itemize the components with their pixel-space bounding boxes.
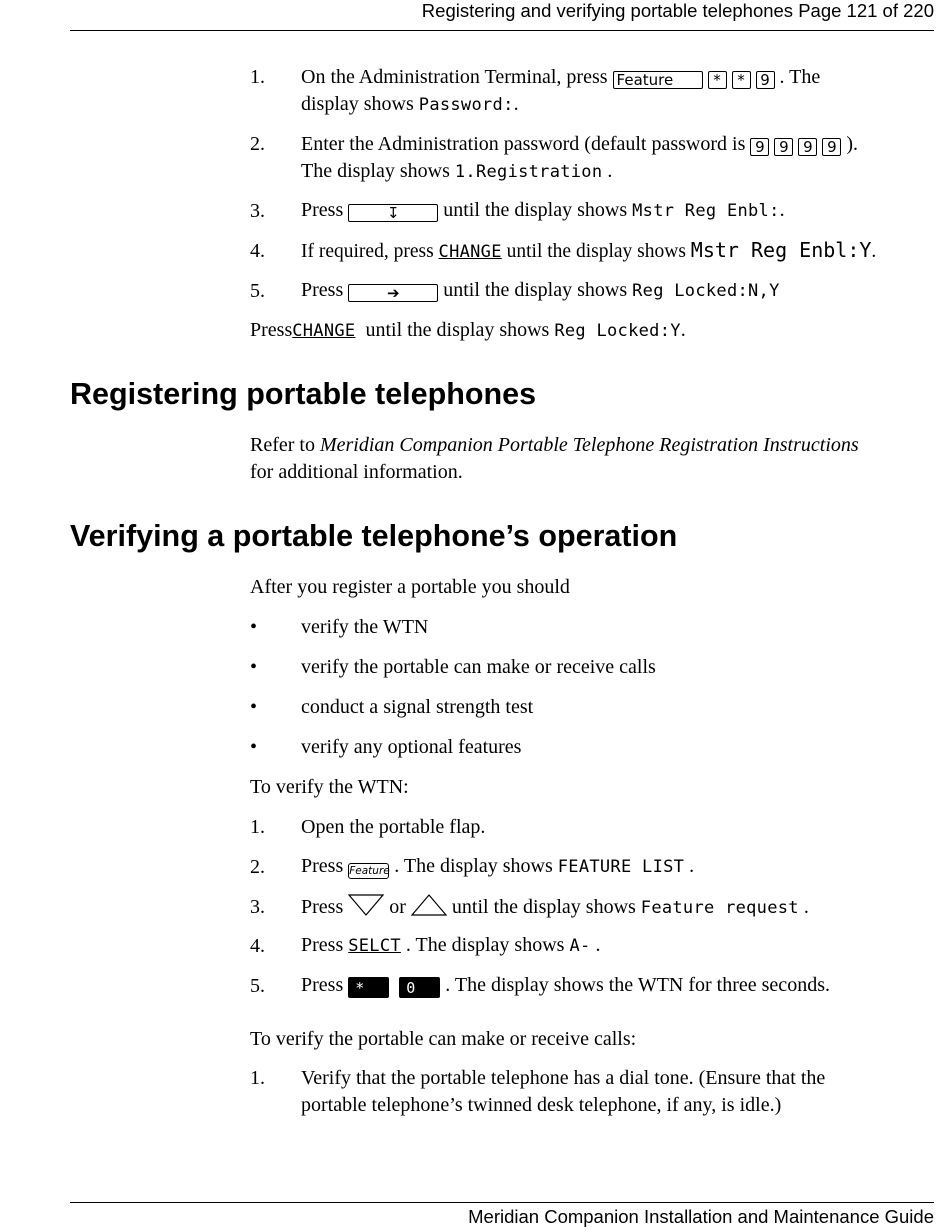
- paragraph: To verify the portable can make or receive calls:: [250, 1028, 637, 1050]
- down-triangle-icon: [348, 893, 384, 917]
- step-text: Press or until the display shows Feature request .: [301, 893, 809, 922]
- bullet-icon: •: [250, 736, 258, 758]
- page-footer: Meridian Companion Installation and Maintenance Guide: [70, 1202, 934, 1228]
- step-number: 3.: [250, 200, 265, 222]
- step-text: Press * 0 . The display shows the WTN for three seconds.: [301, 974, 830, 997]
- step-text: If required, press CHANGE until the display shows Mstr Reg Enbl:Y.: [301, 238, 877, 262]
- paragraph: for additional information.: [250, 461, 463, 483]
- step-number: 2.: [250, 856, 265, 878]
- display-text: Reg Locked:Y: [554, 321, 681, 341]
- step-text: Press ↧ until the display shows Mstr Reg Enbl:.: [301, 199, 785, 222]
- select-softkey: SELCT: [348, 936, 401, 956]
- star-key-icon: *: [348, 977, 389, 998]
- list-item: verify any optional features: [301, 736, 522, 758]
- bullet-icon: •: [250, 696, 258, 718]
- step-text: Verify that the portable telephone has a dial tone. (Ensure that the: [301, 1067, 826, 1089]
- page-header: Registering and verifying portable telephones Page 121 of 220: [70, 0, 934, 31]
- display-text: Mstr Reg Enbl:Y: [690, 238, 872, 262]
- step-text: Open the portable flap.: [301, 816, 486, 838]
- nine-key-icon: 9: [756, 71, 775, 89]
- display-text: 1.Registration: [454, 162, 603, 182]
- step-number: 5.: [250, 280, 265, 302]
- scroll-down-key-icon: ↧: [348, 204, 438, 222]
- step-text: On the Administration Terminal, press Feature * * 9 . The: [301, 66, 821, 89]
- right-arrow-key-icon: ➔: [348, 284, 438, 302]
- step-text: Press Feature . The display shows FEATURE LIST .: [301, 855, 695, 877]
- step-number: 1.: [250, 66, 265, 88]
- step-text: portable telephone’s twinned desk telephone, if any, is idle.): [301, 1094, 782, 1116]
- paragraph: After you register a portable you should: [250, 576, 570, 598]
- section-heading: Registering portable telephones: [70, 377, 537, 411]
- nine-key-icon: 9: [798, 138, 817, 156]
- step-number: 1.: [250, 1067, 265, 1089]
- star-key-icon: *: [708, 71, 727, 89]
- step-text: Press SELCT . The display shows A- .: [301, 934, 601, 956]
- step-text: Enter the Administration password (default password is 9 9 9 9 ).: [301, 133, 859, 156]
- section-heading: Verifying a portable telephone’s operation: [70, 519, 678, 553]
- step-number: 2.: [250, 133, 265, 155]
- nine-key-icon: 9: [750, 138, 769, 156]
- bullet-icon: •: [250, 616, 258, 638]
- nine-key-icon: 9: [822, 138, 841, 156]
- feature-key-icon: Feature: [613, 71, 703, 89]
- step-number: 1.: [250, 816, 265, 838]
- display-text: FEATURE LIST: [557, 857, 685, 877]
- step-text: Press ➔ until the display shows Reg Locked:N,Y: [301, 279, 780, 302]
- change-softkey: CHANGE: [438, 242, 502, 262]
- list-item: verify the portable can make or receive calls: [301, 656, 656, 678]
- step-number: 3.: [250, 896, 265, 918]
- display-text: Reg Locked:N,Y: [632, 281, 780, 301]
- step-text: display shows Password:.: [301, 93, 519, 115]
- step-text: The display shows 1.Registration .: [301, 160, 613, 182]
- display-text: A-: [569, 936, 591, 956]
- step-number: 5.: [250, 975, 265, 997]
- bullet-icon: •: [250, 656, 258, 678]
- list-item: conduct a signal strength test: [301, 696, 534, 718]
- display-text: Feature request: [640, 898, 799, 918]
- star-key-icon: *: [732, 71, 751, 89]
- zero-key-icon: 0: [399, 977, 440, 998]
- nine-key-icon: 9: [774, 138, 793, 156]
- change-instruction: PressCHANGE until the display shows Reg Locked:Y.: [250, 319, 686, 341]
- step-number: 4.: [250, 935, 265, 957]
- paragraph: To verify the WTN:: [250, 776, 409, 798]
- display-text: Mstr Reg Enbl:: [632, 201, 780, 221]
- up-triangle-icon: [411, 893, 447, 917]
- step-number: 4.: [250, 240, 265, 262]
- feature-key-icon: Feature: [349, 865, 390, 877]
- display-text: Password:: [418, 95, 514, 115]
- change-softkey: CHANGE: [292, 321, 356, 341]
- paragraph: Refer to Meridian Companion Portable Telephone Registration Instructions: [250, 434, 859, 456]
- list-item: verify the WTN: [301, 616, 429, 638]
